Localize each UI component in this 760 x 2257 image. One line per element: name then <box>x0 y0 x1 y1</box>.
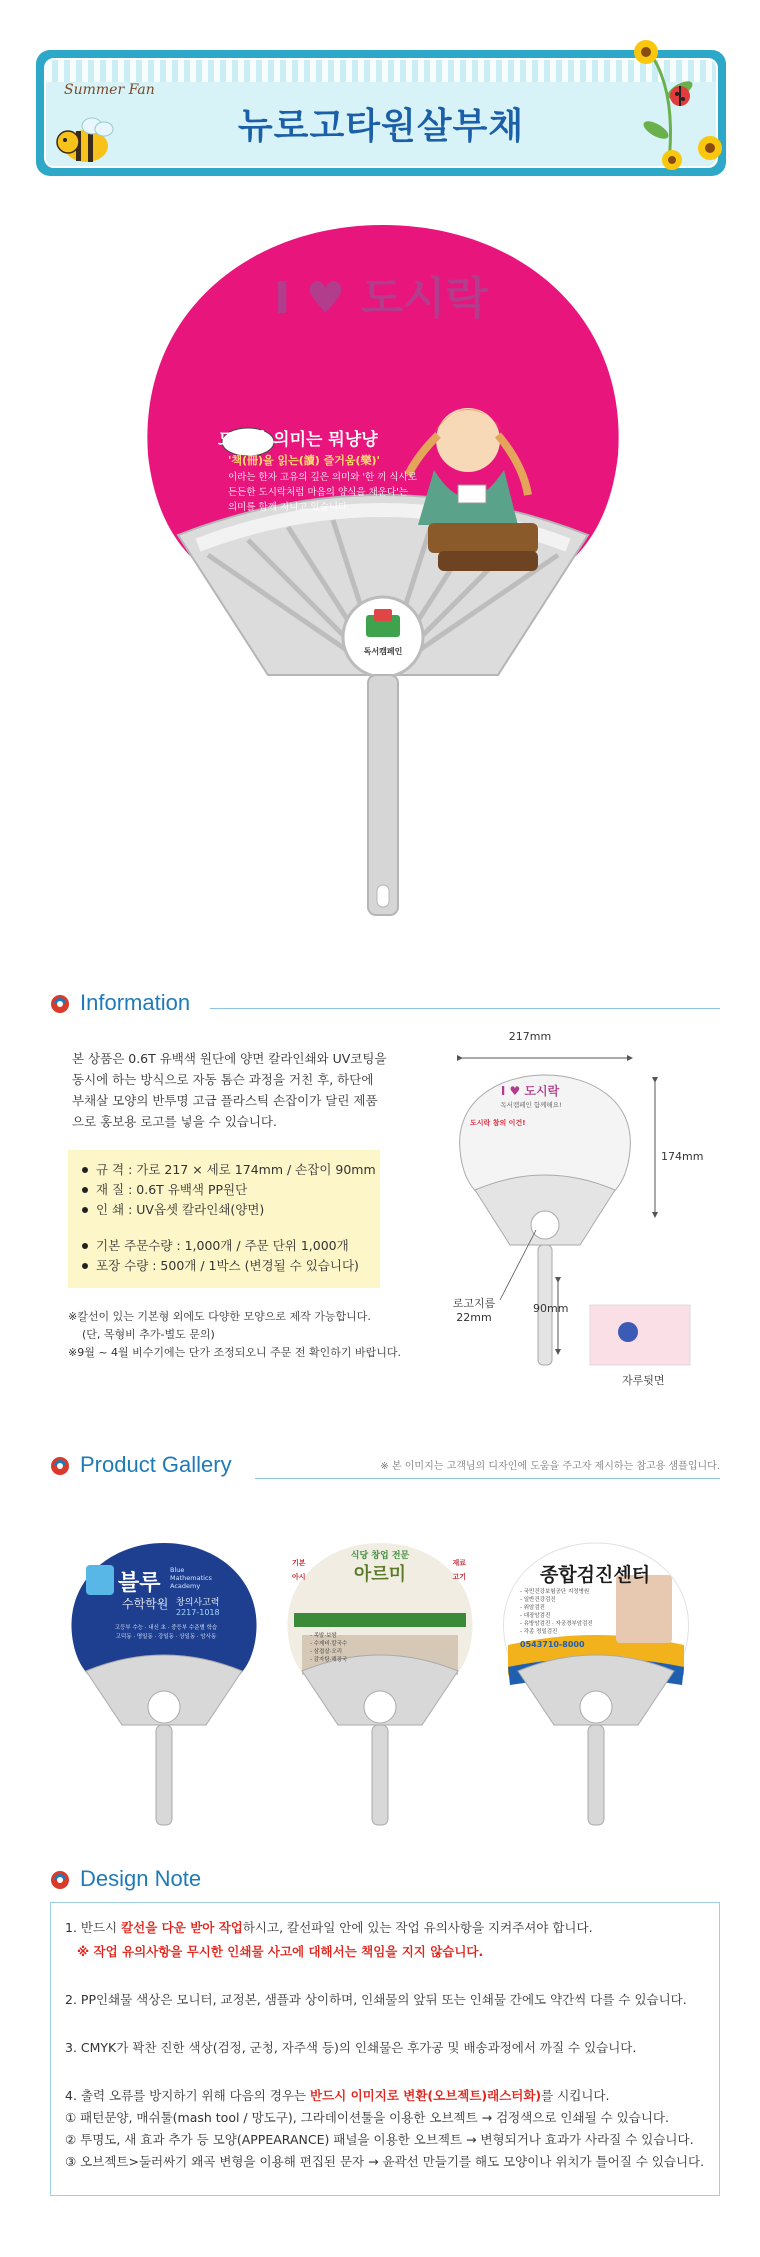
gallery-item-2-tags-left <box>292 1556 332 1584</box>
gallery-item-line: - 유방암검진 · 자궁경부암검진 <box>520 1621 593 1627</box>
note-1-warning: ※ 작업 유의사항을 무시한 인쇄물 사고에 대해서는 책임을 지지 않습니다. <box>77 1944 484 1959</box>
fan-heading: 도시락 의미는 뭐냥냥 <box>218 430 378 450</box>
fan-body <box>228 470 417 515</box>
note-line: ※칼선이 있는 기본형 외에도 다양한 모양으로 제작 가능합니다. <box>68 1310 371 1323</box>
gallery-item-line: - 대장암검진 <box>520 1613 551 1619</box>
gallery-item-2-name: 아르미 <box>353 1564 407 1585</box>
dim-handle-label: 90mm <box>533 1302 569 1315</box>
gallery-item-tag: 고기 <box>452 1573 466 1581</box>
intro-line: 동시에 하는 방식으로 자동 톰슨 과정을 거친 후, 하단에 <box>72 1072 374 1087</box>
spec-item: 기본 주문수량 : 1,000개 / 주문 단위 1,000개 <box>82 1236 359 1256</box>
gallery-item-2-top: 식당 창업 전문 <box>350 1551 410 1561</box>
gallery-item-line: - 위암검진 <box>520 1605 545 1611</box>
fan-logo-text: 독서캠페인 <box>363 647 403 656</box>
gallery-item-line: - 감자탕·해장국 <box>310 1657 348 1663</box>
gallery-item-line: - 족발·보쌈 <box>310 1633 337 1639</box>
gallery-item-3-phone: 0543710-8000 <box>520 1640 585 1649</box>
flower-decoration <box>618 30 738 190</box>
note-highlight: 반드시 이미지로 변환(오브젝트)래스터화) <box>310 2088 542 2103</box>
logo-size-label <box>448 1295 500 1324</box>
note-text: 4. 출력 오류를 방지하기 위해 다음의 경우는 <box>65 2088 311 2103</box>
gallery-item-line: 고등부 수능 · 내신 초 · 중등부 수준별 학습 <box>114 1625 218 1631</box>
gallery-item-1-phone: 2217-1018 <box>176 1608 220 1617</box>
gallery-item-line: - 수제비·칼국수 <box>310 1641 348 1647</box>
diagram-fan-line1: 독서캠페인 함께해요! <box>500 1101 562 1109</box>
gallery-item-line: - 삼겹살·오리 <box>310 1649 343 1655</box>
spec-list-a <box>82 1160 376 1220</box>
information-intro <box>72 1048 402 1132</box>
intro-line: 본 상품은 0.6T 유백색 원단에 양면 칼라인쇄와 UV코팅을 <box>72 1051 387 1066</box>
gallery-item-1-lines <box>96 1624 236 1642</box>
note-4 <box>65 2085 609 2107</box>
note-1 <box>65 1917 593 1939</box>
section-bullet-icon <box>50 1870 70 1890</box>
information-notes <box>68 1308 408 1362</box>
intro-line: 부채살 모양의 반투명 고급 플라스틱 손잡이가 달린 제품 <box>72 1093 378 1108</box>
bee-illustration <box>54 112 124 168</box>
fan-title-art: I ♥ 도시락 <box>274 273 488 324</box>
fan-body-line: 이라는 한자 고유의 깊은 의미와 '한 끼 식사로 <box>228 472 417 483</box>
note-text: 1. 반드시 <box>65 1920 122 1935</box>
design-note-header <box>50 1866 720 1896</box>
information-title: Information <box>80 990 191 1015</box>
dim-width-label: 217mm <box>508 1030 552 1043</box>
note-highlight: 칼선을 다운 받아 작업 <box>121 1920 243 1935</box>
gallery-item-3-name: 종합검진센터 <box>539 1564 651 1586</box>
banner-panel <box>44 58 718 168</box>
gallery-note: ※ 본 이미지는 고객님의 디자인에 도움을 주고자 제시하는 참고용 샘플입니다. <box>380 1461 720 1472</box>
gallery-title: Product Gallery <box>80 1452 232 1477</box>
gallery-item-line: 고덕동 · 명일동 · 강일동 · 상일동 · 암사동 <box>115 1634 217 1640</box>
fan-body-line: 의미를 함께 지니고 있습니다. <box>228 502 351 513</box>
spec-item: 재 질 : 0.6T 유백색 PP원단 <box>82 1180 376 1200</box>
gallery-item-line: - 국민건강보험공단 지정병원 <box>520 1589 590 1595</box>
spec-item: 인 쇄 : UV옵셋 칼라인쇄(양면) <box>82 1200 376 1220</box>
logo-size-text: 22mm <box>456 1311 492 1324</box>
note-2: 2. PP인쇄물 색상은 모니터, 교정본, 샘플과 상이하며, 인쇄물의 앞뒤 또는 인쇄물 간에도 약간씩 다를 수 있습니다. <box>65 1992 687 2007</box>
intro-line: 으로 홍보용 로고를 넣을 수 있습니다. <box>72 1114 277 1129</box>
spec-list-b <box>82 1236 359 1276</box>
gallery-item-2-items <box>310 1632 450 1664</box>
fan-body-line: 든든한 도시락처럼 마음의 양식을 채운다'는 <box>228 487 408 498</box>
note-line: (단, 목형비 추가-별도 문의) <box>82 1328 215 1341</box>
design-note-box <box>50 1902 720 2196</box>
gallery-item-1-name: 블루 <box>118 1571 161 1596</box>
gallery-item-tag: 아시 <box>292 1573 306 1581</box>
gallery-item-1-image <box>66 1535 262 1830</box>
logo-label-text: 로고지름 <box>452 1297 496 1310</box>
note-text: 를 시킵니다. <box>541 2088 610 2103</box>
design-note-title: Design Note <box>80 1866 202 1891</box>
banner-subtitle: Summer Fan <box>64 82 155 98</box>
section-bullet-icon <box>50 1456 70 1476</box>
spec-box <box>68 1150 380 1288</box>
fan-tagline: '책(冊)을 읽는(讀) 즐거움(樂)' <box>228 454 380 467</box>
gallery-item-tag: 재료 <box>452 1559 466 1567</box>
dim-height-label: 174mm <box>661 1150 704 1163</box>
note-4-item: ③ 오브젝트>둘러싸기 왜곡 변형을 이용해 편집된 문자 → 윤곽선 만들기를 해도 모양이나 위치가 틀어질 수 있습니다. <box>65 2154 705 2169</box>
spec-item: 규 격 : 가로 217 × 세로 174mm / 손잡이 90mm <box>82 1160 376 1180</box>
spec-item: 포장 수량 : 500개 / 1박스 (변경될 수 있습니다) <box>82 1256 359 1276</box>
gallery-item-1-extra: 창의사고력 <box>176 1598 220 1608</box>
banner-strip <box>46 60 716 82</box>
note-line: ※9월 ~ 4월 비수기에는 단가 조정되오니 주문 전 확인하기 바랍니다. <box>68 1346 402 1359</box>
gallery-item-1-sub: 수학학원 <box>122 1597 169 1611</box>
gallery-item-3-lines <box>520 1588 620 1636</box>
note-text: 하시고, 칼선파일 안에 있는 작업 유의사항을 지켜주셔야 합니다. <box>242 1920 593 1935</box>
gallery-item-tag: 기본 <box>292 1559 306 1567</box>
information-header <box>50 990 720 1020</box>
section-bullet-icon <box>50 994 70 1014</box>
gallery-item-line: - 각종 정밀검진 <box>520 1629 558 1635</box>
page-title: 뉴로고타원살부채 <box>237 106 525 147</box>
section-divider <box>210 1008 720 1009</box>
gallery-item-1-en: Blue Mathematics Academy <box>170 1566 212 1590</box>
note-4-item: ① 패턴문양, 매쉬툴(mash tool / 망도구), 그라데이션툴을 이용한 오브젝트 → 검정색으로 인쇄될 수 있습니다. <box>65 2110 669 2125</box>
note-3: 3. CMYK가 꽉찬 진한 색상(검정, 군청, 자주색 등)의 인쇄물은 후가공 및 배송과정에서 까질 수 있습니다. <box>65 2040 637 2055</box>
gallery-item-2-tags-right <box>426 1556 466 1584</box>
diagram-fan-title: I ♥ 도시락 <box>500 1084 560 1098</box>
note-4-item: ② 투명도, 새 효과 추가 등 모양(APPEARANCE) 패널을 이용한 오브젝트 → 변형되거나 효과가 사라질 수 있습니다. <box>65 2132 694 2147</box>
back-label: 자루뒷면 <box>622 1374 665 1387</box>
section-divider <box>255 1478 720 1479</box>
gallery-item-line: - 일반건강검진 <box>520 1597 556 1603</box>
diagram-fan-line2: 도시락 참의 이건! <box>470 1119 526 1127</box>
